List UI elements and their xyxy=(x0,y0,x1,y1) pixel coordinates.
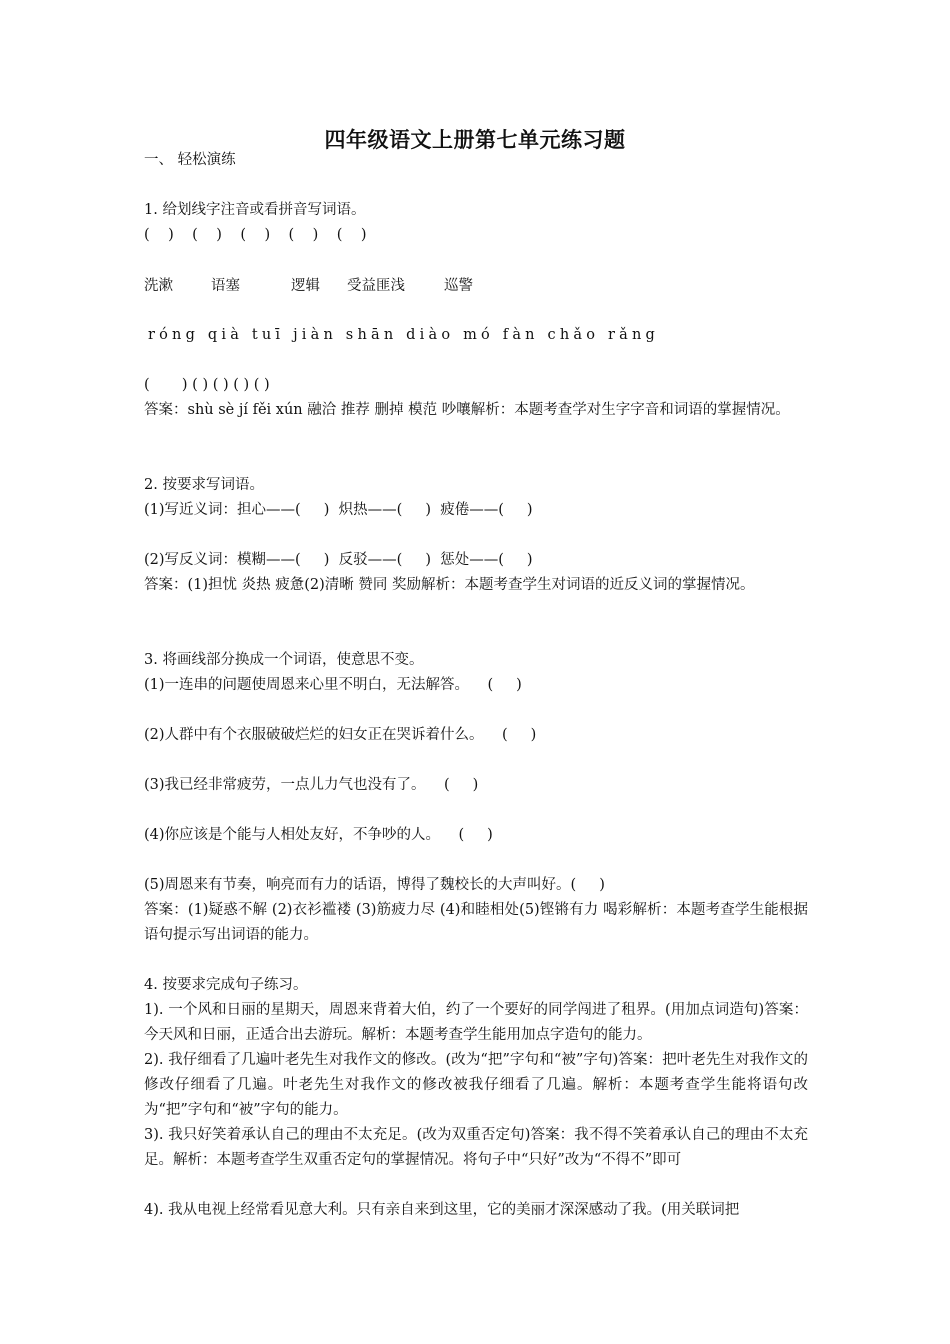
question-4-prompt: 4. 按要求完成句子练习。 xyxy=(144,977,308,993)
question-1-blanks-top: ( ) ( ) ( ) ( ) ( ) xyxy=(144,227,367,243)
word-item: 语塞 xyxy=(211,278,240,294)
question-2-prompt: 2. 按要求写词语。 xyxy=(144,477,264,493)
question-1-blanks-bottom: ( ) ( ) ( ) ( ) ( ) xyxy=(144,377,270,393)
question-4-item: 3). 我只好笑着承认自己的理由不太充足。(改为双重否定句)答案：我不得不笑着承认自己的理由不太充足。解析：本题考查学生双重否定句的掌握情况。将句子中“只好”改为“不得不”即可 xyxy=(144,1127,808,1168)
question-4-item: 4). 我从电视上经常看见意大利。只有亲自来到这里，它的美丽才深深感动了我。(用关联词把 xyxy=(144,1202,740,1218)
word-item: 洗漱 xyxy=(144,278,173,294)
question-1-words xyxy=(144,274,808,299)
question-2-line-1: (1)写近义词：担心——( ) 炽热——( ) 疲倦——( ) xyxy=(144,502,533,518)
question-3-item: (4)你应该是个能与人相处友好，不争吵的人。 ( ) xyxy=(144,827,493,843)
question-4-item: 2). 我仔细看了几遍叶老先生对我作文的修改。(改为“把”字句和“被”字句)答案：把叶老先生对我作文的修改仔细看了几遍。叶老先生对我作文的修改被我仔细看了几遍。解析：本题考查学生能将语句改为“把”字句和“被”字句的能力。 xyxy=(144,1052,808,1118)
question-3-item: (5)周恩来有节奏，响亮而有力的话语，博得了魏校长的大声叫好。( ) xyxy=(144,877,605,893)
question-2-answer: 答案：(1)担忧 炎热 疲惫(2)清晰 赞同 奖励解析：本题考查学生对词语的近反义词的掌握情况。 xyxy=(144,577,755,593)
pinyin-line: róng qià tuī jiàn shān diào mó fàn chǎo rǎng xyxy=(148,327,659,343)
section-heading: 一、 轻松演练 xyxy=(144,152,236,168)
word-item: 逻辑 xyxy=(291,278,320,294)
page-title: 四年级语文上册第七单元练习题 xyxy=(324,127,626,152)
question-3-item: (3)我已经非常疲劳，一点儿力气也没有了。 ( ) xyxy=(144,777,479,793)
question-3-item: (1)一连串的问题使周恩来心里不明白，无法解答。 ( ) xyxy=(144,677,522,693)
question-3-item: (2)人群中有个衣服破破烂烂的妇女正在哭诉着什么。 ( ) xyxy=(144,727,537,743)
word-item: 受益匪浅 xyxy=(347,278,405,294)
question-1-prompt: 1. 给划线字注音或看拼音写词语。 xyxy=(144,202,366,218)
question-3-prompt: 3. 将画线部分换成一个词语，使意思不变。 xyxy=(144,652,424,668)
question-4-item: 1). 一个风和日丽的星期天，周恩来背着大伯，约了一个要好的同学闯进了租界。(用加点词造句)答案：今天风和日丽，正适合出去游玩。解析：本题考查学生能用加点字造句的能力。 xyxy=(144,1002,808,1043)
question-1-answer: 答案：shù sè jí fěi xún 融洽 推荐 删掉 模范 吵嚷解析：本题考查学对生字字音和词语的掌握情况。 xyxy=(144,402,790,418)
question-3-answer: 答案：(1)疑惑不解 (2)衣衫褴褛 (3)筋疲力尽 (4)和睦相处(5)铿锵有力 喝彩解析：本题考查学生能根据语句提示写出词语的能力。 xyxy=(144,902,808,943)
question-2-line-2: (2)写反义词：模糊——( ) 反驳——( ) 惩处——( ) xyxy=(144,552,533,568)
word-item: 巡警 xyxy=(444,278,473,294)
